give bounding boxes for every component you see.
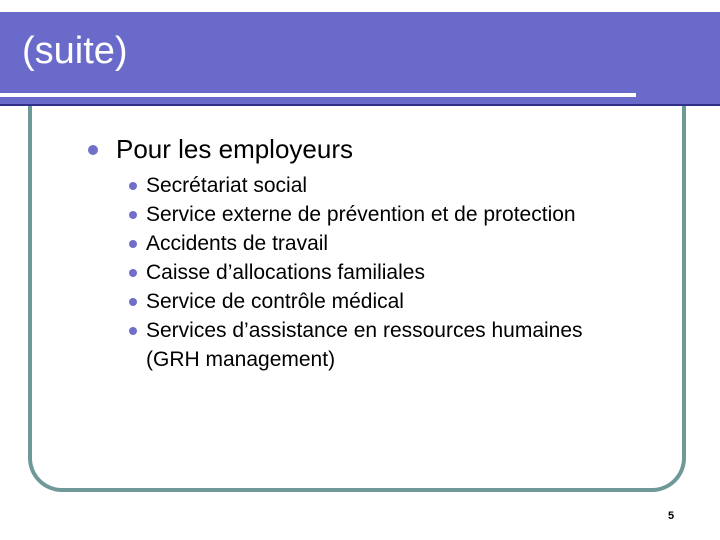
list-item-text: Service externe de prévention et de protection — [146, 203, 576, 226]
list-item-text: Service de contrôle médical — [146, 290, 404, 313]
page-number: 5 — [668, 510, 675, 522]
main-bullet-text: Pour les employeurs — [116, 134, 353, 164]
bullet-icon — [129, 182, 137, 190]
list-item-continuation — [128, 345, 583, 374]
bullet-icon — [129, 211, 137, 219]
bullet-icon — [129, 240, 137, 248]
list-item-text: Services d’assistance en ressources humaines — [146, 319, 583, 342]
list-item — [128, 316, 583, 345]
header-divider — [0, 93, 636, 97]
list-item — [128, 229, 583, 258]
sub-bullet-list — [128, 171, 583, 374]
list-item-text: Secrétariat social — [146, 174, 308, 197]
bullet-icon — [129, 269, 137, 277]
list-item — [128, 287, 583, 316]
list-item — [128, 258, 583, 287]
bullet-icon — [129, 327, 137, 335]
list-item-text: Accidents de travail — [146, 232, 329, 255]
list-item-text: (GRH management) — [146, 348, 336, 371]
list-item-text: Caisse d’allocations familiales — [146, 261, 425, 284]
bullet-icon — [88, 145, 98, 155]
list-item — [128, 200, 583, 229]
slide-title: (suite) — [22, 30, 128, 72]
list-item — [128, 171, 583, 200]
bullet-icon — [129, 298, 137, 306]
